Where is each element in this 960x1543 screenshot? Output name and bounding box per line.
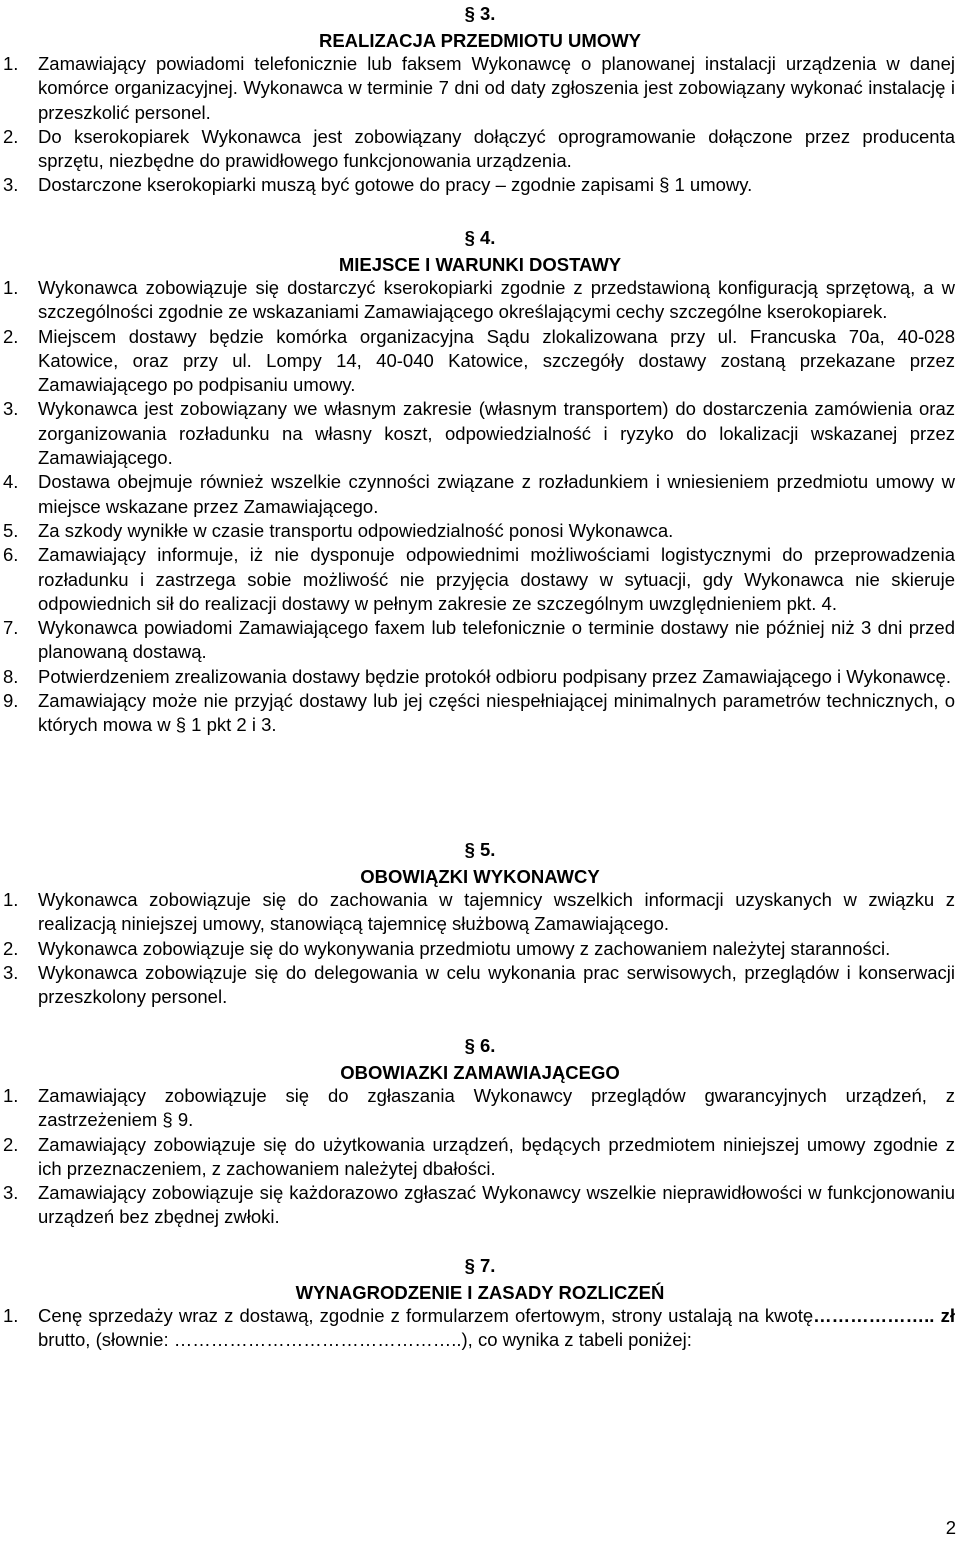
item-number: 6. bbox=[3, 544, 19, 566]
list-item bbox=[0, 125, 960, 174]
list-item bbox=[0, 397, 960, 470]
section-6 bbox=[0, 1034, 960, 1230]
item-number: 9. bbox=[3, 690, 19, 712]
item-number: 3. bbox=[3, 174, 19, 196]
section-number: § 3. bbox=[464, 3, 496, 24]
section-title: OBOWIĄZKI WYKONAWCY bbox=[360, 866, 600, 887]
item-number: 7. bbox=[3, 617, 19, 639]
list-item bbox=[0, 276, 960, 325]
item-number: 3. bbox=[3, 961, 19, 983]
amount-placeholder: ……………….. zł bbox=[813, 1305, 955, 1326]
item-text: Dostawa obejmuje również wszelkie czynności związane z rozładunkiem i wniesieniem przedmiotu umowy w miejsce wskazane przez Zamawiającego. bbox=[38, 471, 955, 517]
section-title: MIEJSCE I WARUNKI DOSTAWY bbox=[338, 254, 622, 275]
item-number: 1. bbox=[3, 889, 19, 910]
section-number: § 6. bbox=[464, 1035, 496, 1056]
item-number: 1. bbox=[3, 277, 19, 298]
section-4 bbox=[0, 226, 960, 738]
item-number: 1. bbox=[3, 1085, 19, 1106]
item-number: 2. bbox=[3, 325, 19, 347]
item-number: 1. bbox=[3, 53, 19, 74]
item-text: Zamawiający zobowiązuje się do użytkowania urządzeń, będących przedmiotem niniejszej umowy zgodnie z ich przeznaczeniem, z zachowaniem należytej dbałości. bbox=[38, 1133, 955, 1179]
page-number: 2 bbox=[945, 1517, 956, 1538]
item-text: Potwierdzeniem zrealizowania dostawy będzie protokół odbioru podpisany przez Zamawiającego i Wykonawcę. bbox=[38, 665, 951, 687]
section-list bbox=[0, 1304, 960, 1353]
item-text: Cenę sprzedaży wraz z dostawą, zgodnie z formularzem ofertowym, strony ustalają na kwotę bbox=[38, 1305, 814, 1326]
section-list bbox=[0, 888, 960, 1009]
item-number: 5. bbox=[3, 519, 19, 541]
item-number: 2. bbox=[3, 937, 19, 959]
list-item bbox=[0, 543, 960, 616]
section-5 bbox=[0, 838, 960, 1009]
section-7 bbox=[0, 1254, 960, 1353]
item-text: Wykonawca zobowiązuje się dostarczyć kserokopiarki zgodnie z przedstawioną konfiguracją sprzętową, a w szczególności zgodnie ze wskazaniami Zamawiającego określającymi cechy szczególne kserokopiarek. bbox=[38, 277, 955, 323]
item-number: 2. bbox=[3, 125, 19, 147]
list-item bbox=[0, 325, 960, 398]
list-item bbox=[0, 689, 960, 738]
section-list bbox=[0, 52, 960, 198]
section-title: OBOWIAZKI ZAMAWIAJĄCEGO bbox=[340, 1062, 620, 1083]
section-number: § 7. bbox=[464, 1255, 496, 1276]
section-list bbox=[0, 1084, 960, 1230]
list-item bbox=[0, 937, 960, 961]
item-number: 3. bbox=[3, 398, 19, 420]
list-item bbox=[0, 173, 960, 197]
section-list bbox=[0, 276, 960, 738]
item-text: Dostarczone kserokopiarki muszą być gotowe do pracy – zgodnie zapisami § 1 umowy. bbox=[38, 174, 753, 196]
item-text: Zamawiający zobowiązuje się każdorazowo zgłaszać Wykonawcy wszelkie nieprawidłowości w funkcjonowaniu urządzeń bez zbędnej zwłoki. bbox=[38, 1182, 955, 1228]
item-text: brutto, (słownie: ………………………………………..), co wynika z tabeli poniżej: bbox=[38, 1329, 692, 1351]
item-text: Do kserokopiarek Wykonawca jest zobowiązany dołączyć oprogramowanie dołączone przez producenta sprzętu, niezbędne do prawidłowego funkcjonowania urządzenia. bbox=[38, 125, 955, 172]
item-text: Wykonawca powiadomi Zamawiającego faxem lub telefonicznie o terminie dostawy nie później niż 3 dni przed planowaną dostawą. bbox=[38, 617, 955, 663]
item-text: Wykonawca zobowiązuje się do zachowania w tajemnicy wszelkich informacji uzyskanych w związku z realizacją niniejszej umowy, stanowiącą tajemnicę służbową Zamawiającego. bbox=[38, 889, 955, 935]
list-item bbox=[0, 519, 960, 543]
list-item bbox=[0, 470, 960, 519]
list-item bbox=[0, 616, 960, 665]
section-title: REALIZACJA PRZEDMIOTU UMOWY bbox=[318, 30, 642, 51]
section-title: WYNAGRODZENIE I ZASADY ROZLICZEŃ bbox=[295, 1282, 665, 1303]
item-number: 3. bbox=[3, 1182, 19, 1204]
section-3 bbox=[0, 2, 960, 198]
item-number: 4. bbox=[3, 471, 19, 493]
list-item bbox=[0, 1304, 960, 1353]
item-text: Zamawiający zobowiązuje się do zgłaszania Wykonawcy przeglądów gwarancyjnych urządzeń, z zastrzeżeniem § 9. bbox=[38, 1085, 955, 1131]
list-item bbox=[0, 1133, 960, 1182]
item-text: Wykonawca zobowiązuje się do delegowania w celu wykonania prac serwisowych, przeglądów i konserwacji przeszkolony personel. bbox=[38, 961, 955, 1008]
item-text: Zamawiający może nie przyjąć dostawy lub jej części niespełniającej minimalnych parametrów technicznych, o których mowa w § 1 pkt 2 i 3. bbox=[38, 690, 955, 736]
item-text: Zamawiający powiadomi telefonicznie lub faksem Wykonawcę o planowanej instalacji urządzenia w danej komórce organizacyjnej. Wykonawca w terminie 7 dni od daty zgłoszenia jest zobowiązany wykonać instalację i przeszkolić personel. bbox=[38, 53, 955, 123]
item-text: Wykonawca jest zobowiązany we własnym zakresie (własnym transportem) do dostarczenia zamówienia oraz zorganizowania rozładunku na własny koszt, odpowiedzialność i ryzyko do lokalizacji wskazanej przez Zamawiającego. bbox=[38, 398, 955, 469]
item-number: 2. bbox=[3, 1133, 19, 1155]
list-item bbox=[0, 665, 960, 689]
item-number: 1. bbox=[3, 1305, 19, 1326]
list-item bbox=[0, 961, 960, 1010]
list-item bbox=[0, 52, 960, 125]
list-item bbox=[0, 888, 960, 937]
item-text: Miejscem dostawy będzie komórka organizacyjna Sądu zlokalizowana przy ul. Francuska 70a, 40-028 Katowice, oraz przy ul. Lompy 14, 40-040 Katowice, szczegóły dostawy zostaną przekazane przez Zamawiającego po podpisaniu umowy. bbox=[38, 325, 955, 396]
section-number: § 5. bbox=[464, 839, 496, 860]
item-text: Za szkody wynikłe w czasie transportu odpowiedzialność ponosi Wykonawca. bbox=[38, 519, 674, 541]
item-number: 8. bbox=[3, 665, 19, 687]
list-item bbox=[0, 1084, 960, 1133]
item-text: Zamawiający informuje, iż nie dysponuje odpowiednimi możliwościami logistycznymi do przeprowadzenia rozładunku i zastrzega sobie możliwość nie przyjęcia dostawy w sytuacji, gdy Wykonawca nie skieruje odpowiednich sił do realizacji dostawy w pełnym zakresie ze szczególnym uwzględnieniem pkt. 4. bbox=[38, 544, 955, 614]
section-number: § 4. bbox=[464, 227, 496, 248]
list-item bbox=[0, 1181, 960, 1230]
item-text: Wykonawca zobowiązuje się do wykonywania przedmiotu umowy z zachowaniem należytej staranności. bbox=[38, 937, 891, 959]
